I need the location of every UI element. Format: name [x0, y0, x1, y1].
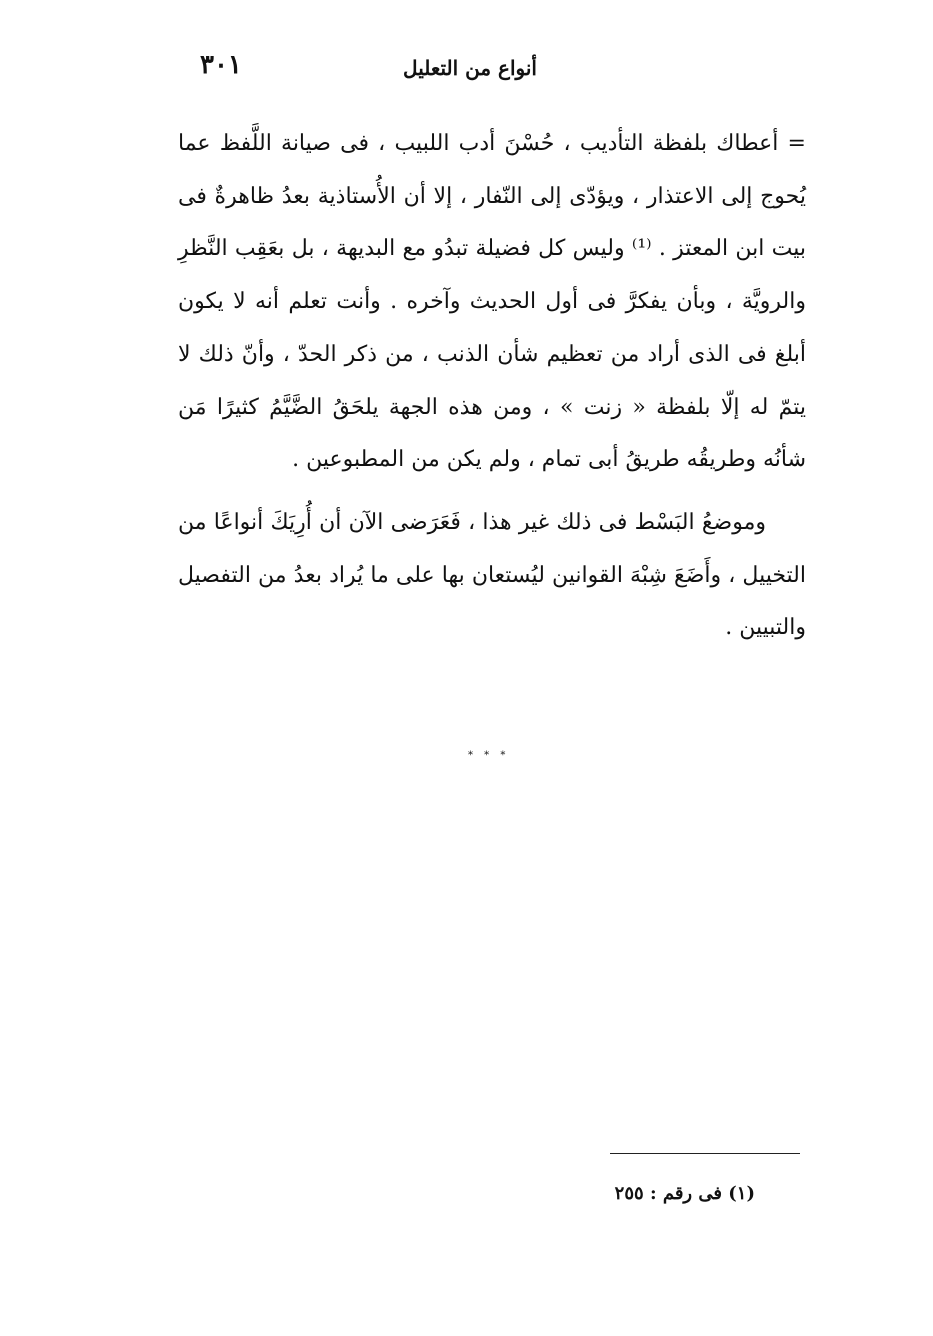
paragraph-1: = أعطاك بلفظة التأديب ، حُسْنَ أدب اللبيب ، فى صيانة اللَّفظ عما يُحوج إلى الاعتذار ، ويؤدّى إلى النّفار ، إلا أن الأُستاذية بعدُ ظاهرةٌ فى بيت ابن المعتز . ⁽¹⁾ وليس كل فضيلة تبدُو مع البديهة ، بل بعَقِب النَّظرِ والرويَّة ، وبأن يفكرَّ فى أول الحديث وآخره . وأنت تعلم أنه لا يكون أبلغ فى الذى أراد من تعظيم شأن الذنب ، من ذكر الحدّ ، وأنّ ذلك لا يتمّ له إلّا بلفظة « زنت » ، ومن هذه الجهة يلحَقُ الضَّيَّمُ كثيرًا مَن شأنُه وطريقُه طريقُ أبى تمام ، ولم يكن من المطبوعين .	[178, 131, 807, 473]
page-number: ٣٠١	[200, 50, 242, 80]
footnote-divider	[610, 1153, 800, 1154]
section-separator: * * *	[468, 750, 510, 761]
running-header	[200, 52, 805, 92]
main-text	[178, 118, 806, 655]
paragraph-2: وموضعُ البَسْط فى ذلك غير هذا ، فَعَرَضى الآن أن أُرِيَكَ أنواعًا من التخييل ، وأَضَعَ شِبْهَ القوانين ليُستعان بها على ما يُراد بعدُ من التفصيل والتبيين .	[178, 509, 806, 641]
running-title: أنواع من التعليل	[403, 56, 537, 80]
footnote: (١) فى رقم : ٢٥٥	[614, 1183, 755, 1204]
